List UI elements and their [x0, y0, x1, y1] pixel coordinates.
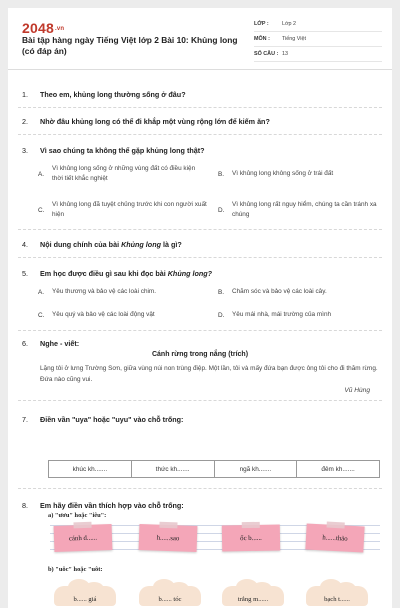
note-text: h......sao	[156, 534, 180, 542]
question-text: Vì sao chúng ta không thể gặp khủng long thật?	[40, 146, 205, 155]
divider	[18, 257, 382, 258]
meta-value: Tiếng Việt	[282, 36, 306, 42]
option-letter: C.	[38, 206, 45, 214]
fill-cell[interactable]: ngã kh.......	[215, 461, 298, 477]
question-7	[22, 415, 183, 424]
cloud-card[interactable]	[222, 586, 284, 606]
question-text: Nghe - viết:	[40, 339, 80, 348]
meta-table	[254, 17, 382, 62]
fill-cell[interactable]: khúc kh.......	[49, 461, 132, 477]
part-b-text: b) "uôc" hoặc "uôt:	[48, 566, 103, 573]
question-number: 3.	[22, 146, 28, 155]
divider	[18, 330, 382, 331]
option-a[interactable]	[38, 164, 198, 184]
question-4	[22, 240, 182, 249]
sticky-note[interactable]	[54, 524, 113, 552]
option-b[interactable]	[218, 169, 382, 179]
site-logo[interactable]	[22, 20, 64, 36]
question-2	[22, 117, 270, 126]
sticky-note[interactable]	[139, 524, 198, 552]
meta-value: 13	[282, 51, 288, 57]
question-text: Theo em, khủng long thường sống ở đâu?	[40, 90, 186, 99]
meta-row-count	[254, 47, 382, 62]
part-a-label	[48, 512, 106, 519]
option-a[interactable]	[38, 287, 208, 297]
logo-main: 2048	[22, 20, 54, 36]
option-text: Vì khủng long rất nguy hiểm, chúng ta cần tránh xa chúng	[232, 201, 377, 218]
sticky-note[interactable]	[222, 524, 280, 551]
option-b[interactable]	[218, 287, 382, 297]
cloud-text: b...... giá	[73, 596, 97, 603]
option-c[interactable]	[38, 310, 208, 320]
option-letter: A.	[38, 170, 45, 178]
meta-key: MÔN :	[254, 36, 270, 42]
passage-title: Cánh rừng trong nắng (trích)	[151, 351, 249, 358]
question-5	[22, 269, 212, 278]
question-text: Điền vần "uya" hoặc "uyu" vào chỗ trống:	[40, 415, 184, 424]
sticky-note[interactable]	[305, 524, 364, 553]
option-d[interactable]	[218, 200, 382, 220]
note-text: cánh d......	[68, 534, 98, 542]
divider	[18, 400, 382, 401]
option-text: Vì khủng long không sống ở trái đất	[232, 170, 334, 177]
cloud-card[interactable]	[54, 586, 116, 606]
option-text: Chăm sóc và bảo vệ các loài cây.	[232, 288, 327, 295]
cloud-text: bạch t......	[324, 596, 350, 603]
question-number: 1.	[22, 90, 28, 99]
meta-value: Lớp 2	[282, 21, 297, 27]
note-text: ốc b......	[240, 534, 262, 542]
option-c[interactable]	[38, 200, 208, 220]
option-letter: B.	[218, 288, 225, 296]
cloud-text: b...... tóc	[158, 596, 182, 603]
fill-cell[interactable]: đêm kh.......	[321, 465, 355, 473]
question-number: 6.	[22, 339, 28, 348]
cloud-card[interactable]	[306, 586, 368, 606]
question-number: 8.	[22, 501, 28, 510]
question-number: 5.	[22, 269, 28, 278]
logo-suffix: .vn	[54, 26, 65, 33]
question-text-after: là gì?	[160, 240, 182, 249]
question-number: 7.	[22, 415, 28, 424]
divider	[18, 134, 382, 135]
option-letter: D.	[218, 311, 225, 319]
worksheet-header	[8, 8, 392, 70]
option-text: Yêu mái nhà, mái trường của mình	[232, 311, 332, 318]
passage-text: Lặng tôi ở lưng Trường Sơn, giữa vùng núi non trùng điệp. Một lần, tôi và mấy đứa bạn được ông tôi cho đi thăm rừng. Đứa nào cũng vui.	[40, 365, 378, 383]
option-letter: B.	[218, 170, 225, 178]
meta-key: LỚP :	[254, 21, 269, 27]
question-6	[22, 339, 79, 348]
question-text: Nhờ đâu khủng long có thể đi khắp một vùng rộng lớn để kiếm ăn?	[40, 117, 270, 126]
question-text: Em hãy điền vần thích hợp vào chỗ trống:	[40, 501, 184, 510]
question-text-before: Nội dung chính của bài	[40, 240, 122, 249]
question-3	[22, 146, 205, 155]
option-letter: D.	[218, 206, 225, 214]
fill-table	[48, 460, 380, 478]
note-text: h......thảo	[322, 533, 348, 543]
option-letter: C.	[38, 311, 45, 319]
option-d[interactable]	[218, 310, 382, 320]
passage-author: Vũ Hùng	[344, 387, 370, 394]
option-text: Yêu thương và bảo vệ các loài chim.	[52, 288, 157, 295]
question-text-before: Em học được điều gì sau khi đọc bài	[40, 269, 168, 278]
fill-cell[interactable]: thức kh.......	[132, 461, 215, 477]
option-text: Vì khủng long đã tuyệt chủng trước khi con người xuất hiện	[52, 201, 207, 218]
cloud-card[interactable]	[139, 586, 201, 606]
question-8	[22, 501, 184, 510]
part-b-label	[48, 566, 103, 573]
meta-row-class	[254, 17, 382, 32]
cloud-text: trắng m......	[237, 596, 269, 603]
divider	[18, 229, 382, 230]
question-number: 2.	[22, 117, 28, 126]
question-text-italic: Khủng long?	[167, 269, 213, 278]
worksheet-page	[8, 8, 392, 608]
question-1	[22, 90, 186, 99]
meta-key: SỐ CÂU :	[254, 51, 279, 57]
divider	[18, 107, 382, 108]
question-text-italic: Khủng long	[121, 240, 161, 249]
question-number: 4.	[22, 240, 28, 249]
worksheet-title: Bài tập hàng ngày Tiếng Việt lớp 2 Bài 10: Khủng long (có đáp án)	[22, 35, 238, 56]
option-letter: A.	[38, 288, 45, 296]
part-a-text: a) "ươu" hoặc "iêu":	[48, 512, 107, 519]
option-text: Vì khủng long sống ở những vùng đất có điều kiện thời tiết khắc nghiệt	[52, 165, 196, 182]
meta-row-subject	[254, 32, 382, 47]
divider	[18, 488, 382, 489]
option-text: Yêu quý và bảo vệ các loài động vật	[52, 311, 155, 318]
